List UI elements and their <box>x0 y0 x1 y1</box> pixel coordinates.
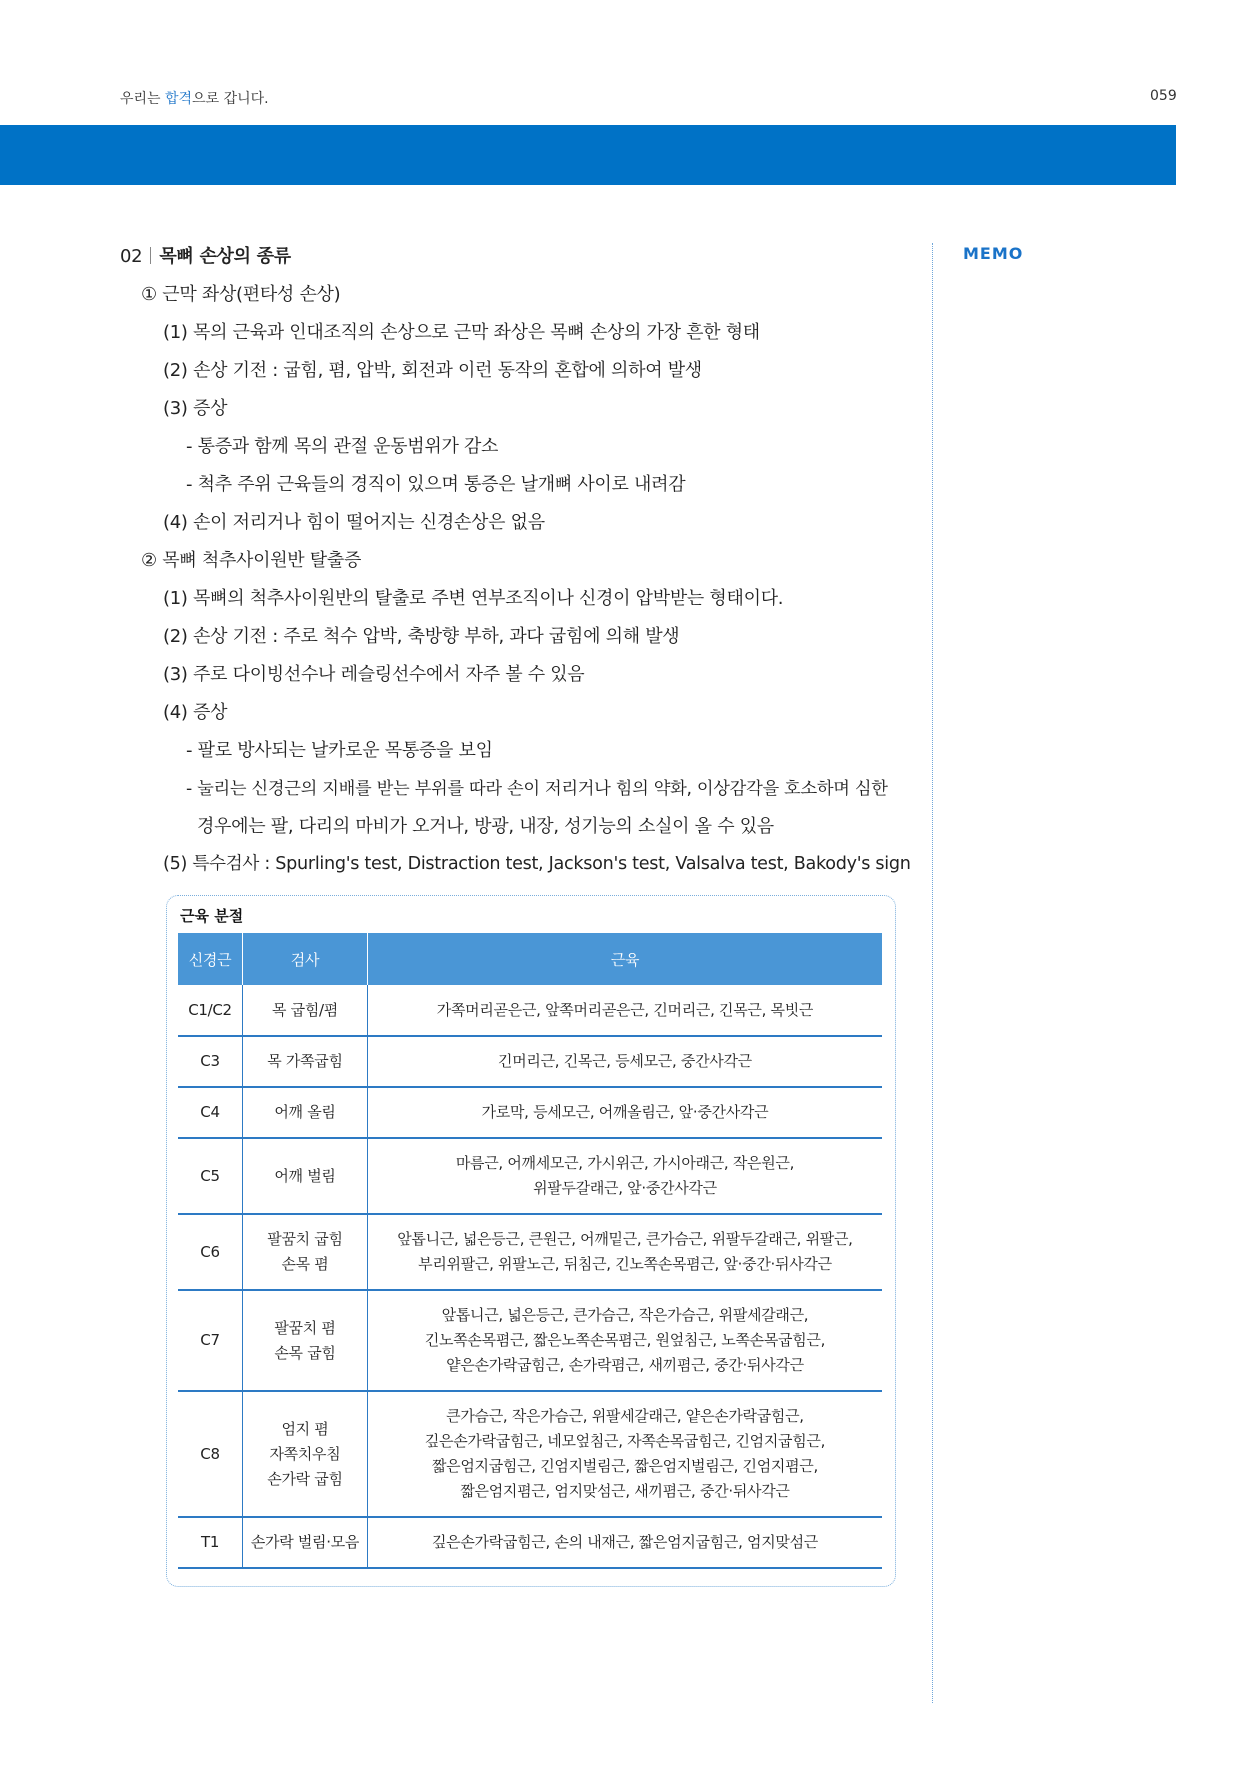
muscle-line: 긴머리근, 긴목근, 등세모근, 중간사각근 <box>498 1052 752 1070</box>
nerve-root-cell: C5 <box>178 1138 243 1214</box>
test-line: 손가락 굽힘 <box>267 1469 343 1488</box>
muscle-cell <box>367 1087 882 1138</box>
test-line: 팔꿈치 굽힘 <box>267 1230 343 1248</box>
muscle-cell <box>367 1138 882 1214</box>
table-row <box>178 1138 882 1214</box>
table-row <box>178 1391 882 1517</box>
nerve-root-cell: C6 <box>178 1214 243 1290</box>
nerve-root-cell: C7 <box>178 1290 243 1391</box>
muscle-line: 위팔두갈래근, 앞·중간사각근 <box>533 1179 717 1197</box>
list-item: (4) 증상 <box>163 702 228 723</box>
nerve-root-cell: C3 <box>178 1036 243 1087</box>
table-caption: 근육 분절 <box>180 907 244 925</box>
test-cell <box>243 1087 368 1138</box>
memo-title: MEMO <box>963 244 1024 263</box>
list-item: (4) 손이 저리거나 힘이 떨어지는 신경손상은 없음 <box>163 512 545 533</box>
muscle-line: 큰가슴근, 작은가슴근, 위팔세갈래근, 얕은손가락굽힘근, <box>446 1407 804 1425</box>
test-cell <box>243 1214 368 1290</box>
table-row <box>178 1036 882 1087</box>
list-item: - 척추 주위 근육들의 경직이 있으며 통증은 날개뼈 사이로 내려감 <box>186 474 686 495</box>
test-line: 손목 굽힘 <box>274 1343 336 1362</box>
table-row <box>178 985 882 1036</box>
test-cell <box>243 985 368 1036</box>
muscle-line: 긴노쪽손목폄근, 짧은노쪽손목폄근, 원엎침근, 노쪽손목굽힘근, <box>424 1331 826 1349</box>
muscle-line: 가로막, 등세모근, 어깨올림근, 앞·중간사각근 <box>481 1103 769 1121</box>
nerve-root-cell: C1/C2 <box>178 985 243 1036</box>
running-title-post: 으로 갑니다. <box>192 91 269 107</box>
header-band <box>0 125 1176 185</box>
memo-divider <box>932 243 933 1703</box>
test-line: 손가락 벌림·모음 <box>250 1533 360 1551</box>
list-item: (2) 손상 기전 : 굽힘, 폄, 압박, 회전과 이런 동작의 혼합에 의하여 발생 <box>163 360 702 381</box>
list-item: - 눌리는 신경근의 지배를 받는 부위를 따라 손이 저리거나 힘의 약화, 이상감각을 호소하며 심한 <box>186 779 888 799</box>
muscle-line: 마름근, 어깨세모근, 가시위근, 가시아래근, 작은원근, <box>455 1154 795 1172</box>
list-item: - 팔로 방사되는 날카로운 목통증을 보임 <box>186 740 493 761</box>
heading-divider <box>150 247 151 264</box>
header-muscle: 근육 <box>367 933 882 985</box>
muscle-line: 깊은손가락굽힘근, 손의 내재근, 짧은엄지굽힘근, 엄지맞섬근 <box>431 1533 818 1551</box>
muscle-line: 짧은엄지굽힘근, 긴엄지벌림근, 짧은엄지벌림근, 긴엄지폄근, <box>431 1457 818 1475</box>
list-item: ② 목뼈 척추사이원반 탈출증 <box>141 550 362 571</box>
test-cell <box>243 1391 368 1517</box>
muscle-line: 짧은엄지폄근, 엄지맞섬근, 새끼폄근, 중간·뒤사각근 <box>460 1482 790 1500</box>
list-item: (2) 손상 기전 : 주로 척수 압박, 축방향 부하, 과다 굽힘에 의해 발생 <box>163 626 680 647</box>
list-item: 경우에는 팔, 다리의 마비가 오거나, 방광, 내장, 성기능의 소실이 올 수 있음 <box>197 816 774 837</box>
muscle-cell <box>367 985 882 1036</box>
header-nerve-root: 신경근 <box>178 933 243 985</box>
test-line: 어깨 벌림 <box>274 1166 336 1185</box>
table-row <box>178 1214 882 1290</box>
section-number: 02 <box>120 246 143 267</box>
running-title <box>120 88 269 108</box>
test-line: 손목 폄 <box>281 1255 329 1273</box>
header-test: 검사 <box>243 933 368 985</box>
test-line: 어깨 올림 <box>274 1103 336 1121</box>
muscle-cell <box>367 1517 882 1568</box>
test-cell <box>243 1517 368 1568</box>
table-header-row <box>178 933 882 985</box>
muscle-line: 앞톱니근, 넓은등근, 큰가슴근, 작은가슴근, 위팔세갈래근, <box>441 1306 809 1324</box>
list-item: (3) 증상 <box>163 398 228 419</box>
muscle-cell <box>367 1036 882 1087</box>
test-line: 자쪽치우침 <box>269 1444 341 1463</box>
table-row <box>178 1087 882 1138</box>
muscle-line: 앞톱니근, 넓은등근, 큰원근, 어깨밑근, 큰가슴근, 위팔두갈래근, 위팔근, <box>397 1230 853 1248</box>
muscle-cell <box>367 1391 882 1517</box>
nerve-root-cell: C4 <box>178 1087 243 1138</box>
muscle-line: 얕은손가락굽힘근, 손가락폄근, 새끼폄근, 중간·뒤사각근 <box>446 1356 804 1374</box>
running-title-highlight: 합격 <box>165 91 193 107</box>
page-number: 059 <box>1150 88 1177 104</box>
table-row <box>178 1290 882 1391</box>
list-item: (3) 주로 다이빙선수나 레슬링선수에서 자주 볼 수 있음 <box>163 664 585 685</box>
section-heading <box>120 242 291 268</box>
section-title: 목뼈 손상의 종류 <box>159 246 291 267</box>
list-item: ① 근막 좌상(편타성 손상) <box>141 284 341 305</box>
muscle-line: 부리위팔근, 위팔노근, 뒤침근, 긴노쪽손목폄근, 앞·중간·뒤사각근 <box>418 1255 832 1273</box>
nerve-root-cell: T1 <box>178 1517 243 1568</box>
running-title-pre: 우리는 <box>120 91 166 107</box>
table-row <box>178 1517 882 1568</box>
test-cell <box>243 1138 368 1214</box>
test-cell <box>243 1290 368 1391</box>
test-cell <box>243 1036 368 1087</box>
test-line: 목 굽힘/폄 <box>271 1000 338 1019</box>
muscle-line: 가쪽머리곧은근, 앞쪽머리곧은근, 긴머리근, 긴목근, 목빗근 <box>436 1000 814 1019</box>
list-item: (1) 목뼈의 척추사이원반의 탈출로 주변 연부조직이나 신경이 압박받는 형태이다. <box>163 588 784 609</box>
muscle-cell <box>367 1290 882 1391</box>
list-item: (5) 특수검사 : Spurling's test, Distraction test, Jackson's test, Valsalva test, Bakody's sign <box>163 854 911 874</box>
muscle-cell <box>367 1214 882 1290</box>
test-line: 팔꿈치 폄 <box>274 1318 336 1337</box>
nerve-root-cell: C8 <box>178 1391 243 1517</box>
list-item: - 통증과 함께 목의 관절 운동범위가 감소 <box>186 436 499 457</box>
list-item: (1) 목의 근육과 인대조직의 손상으로 근막 좌상은 목뼈 손상의 가장 흔한 형태 <box>163 322 760 343</box>
test-line: 목 가쪽굽힘 <box>267 1052 343 1070</box>
muscle-segment-table <box>178 933 882 1569</box>
test-line: 엄지 폄 <box>281 1419 329 1438</box>
muscle-line: 깊은손가락굽힘근, 네모엎침근, 자쪽손목굽힘근, 긴엄지굽힘근, <box>424 1432 826 1450</box>
